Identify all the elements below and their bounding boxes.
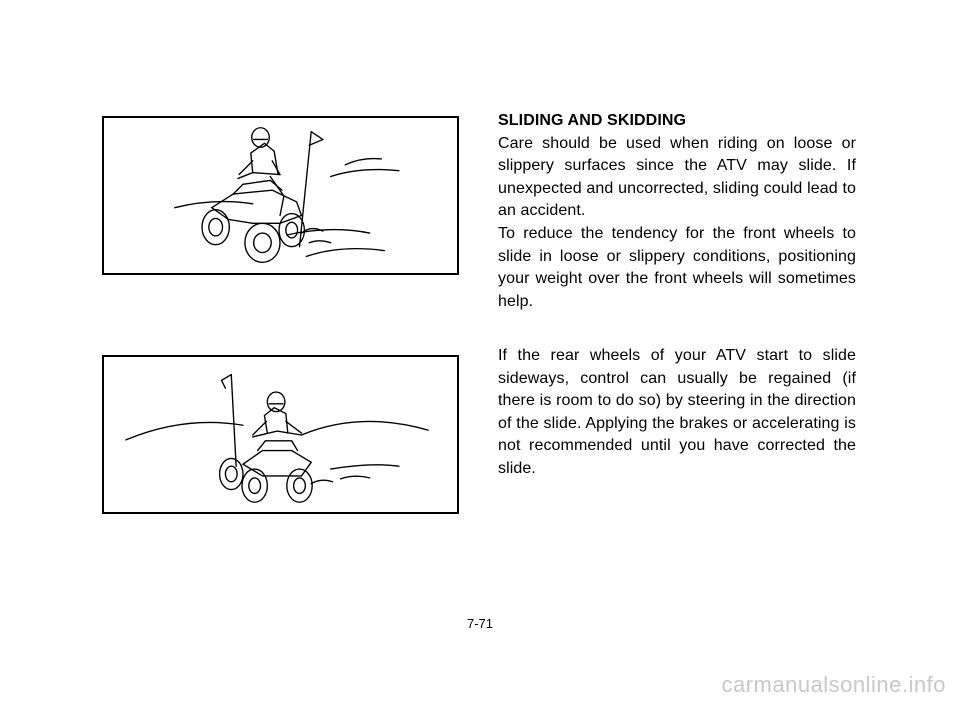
paragraph-rear-wheels: If the rear wheels of your ATV start to slide sideways, control can usually be regained (if there is room to do so) by steering in the direction of the slide. Applying the brakes or accelerating is not recommended until you have corrected the slide. (498, 347, 856, 477)
atv-rider-rear-slide-icon (104, 357, 457, 512)
paragraph-front-wheels: To reduce the tendency for the front wheels to slide in loose or slippery conditions, positioning your weight over the front wheels will sometimes help. (498, 224, 856, 310)
illustration-front-wheel-slide (102, 116, 459, 275)
watermark-text: carmanualsonline.info (721, 672, 946, 697)
illustration-rear-wheel-slide (102, 355, 459, 514)
section-heading: SLIDING AND SKIDDING (498, 112, 687, 129)
sliding-section (498, 110, 856, 313)
atv-rider-front-slide-icon (104, 118, 457, 273)
paragraph-surface-care: Care should be used when riding on loose or slippery surfaces since the ATV may slide. If unexpected and uncorrected, sliding could lead to an accident. (498, 134, 856, 220)
rear-slide-section (498, 345, 856, 481)
page-number: 7-71 (466, 616, 494, 631)
